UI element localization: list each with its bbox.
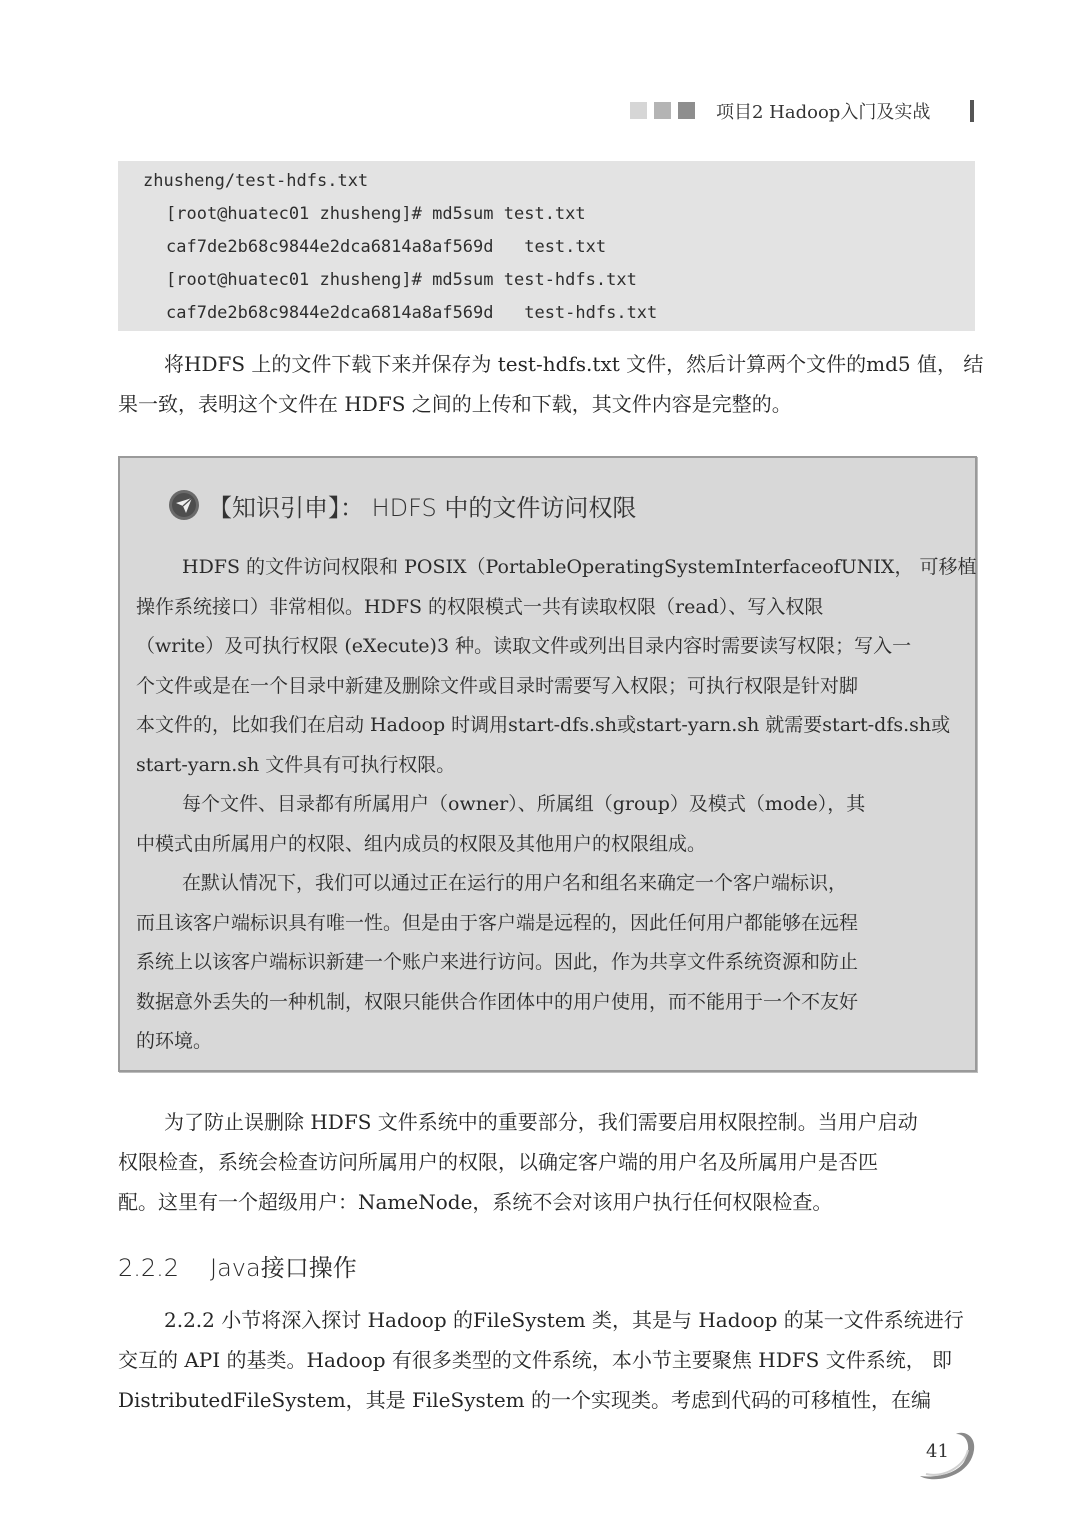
code-line: [root@huatec01 zhusheng]# md5sum test.txt [166, 204, 586, 224]
text-line: 权限检查，系统会检查访问所属用户的权限，以确定客户端的用户名及所属用户是否匹 [118, 1150, 878, 1174]
text-line: （write）及可执行权限 (eXecute)3 种。读取文件或列出目录内容时需要读写权限；写入一 [136, 635, 912, 657]
text-line: 个文件或是在一个目录中新建及删除文件或目录时需要写入权限；可执行权限是针对脚 [136, 674, 859, 697]
text-line: 交互的 API 的基类。Hadoop 有很多类型的文件系统，本小节主要聚焦 HDFS 文件系统， 即 [118, 1348, 953, 1372]
text-line: 操作系统接口）非常相似。HDFS 的权限模式一共有读取权限（read）、写入权限 [136, 595, 824, 618]
code-line: caf7de2b68c9844e2dca6814a8af569d test.txt [166, 237, 607, 257]
header-title: 项目2 Hadoop入门及实战 [716, 102, 931, 123]
header-bar [970, 100, 974, 122]
header-square-light [630, 102, 647, 119]
text-line: 将HDFS 上的文件下载下来并保存为 test-hdfs.txt 文件，然后计算两个文件的md5 值， 结 [164, 352, 984, 376]
text-line: 在默认情况下，我们可以通过正在运行的用户名和组名来确定一个客户端标识， [182, 872, 848, 894]
text-line: 果一致，表明这个文件在 HDFS 之间的上传和下载，其文件内容是完整的。 [118, 392, 792, 416]
text-line: start-yarn.sh 文件具有可执行权限。 [136, 753, 456, 776]
text-line: 2.2.2 小节将深入探讨 Hadoop 的FileSystem 类，其是与 Hadoop 的某一文件系统进行 [164, 1308, 964, 1332]
code-block [118, 161, 975, 331]
text-line: HDFS 的文件访问权限和 POSIX（PortableOperatingSystemInterfaceofUNIX， 可移植 [182, 556, 977, 578]
text-line: 中模式由所属用户的权限、组内成员的权限及其他用户的权限组成。 [136, 832, 707, 855]
section-number: 2.2.2 [118, 1254, 180, 1282]
paragraph-permission-check [118, 1102, 918, 1222]
text-line: 系统上以该客户端标识新建一个账户来进行访问。因此，作为共享文件系统资源和防止 [136, 951, 859, 973]
section-heading [118, 1248, 357, 1283]
knowledge-paragraph-1 [136, 548, 977, 1062]
paragraph-md5-result [118, 344, 983, 424]
text-line: 本文件的，比如我们在启动 Hadoop 时调用start-dfs.sh或start-yarn.sh 就需要start-dfs.sh或 [136, 714, 951, 736]
header-square-dark [678, 102, 695, 119]
page-number: 41 [926, 1441, 949, 1462]
knowledge-title: 【知识引申】： HDFS 中的文件访问权限 [208, 494, 637, 522]
text-line: 为了防止误删除 HDFS 文件系统中的重要部分，我们需要启用权限控制。当用户启动 [164, 1110, 918, 1134]
section-title: Java接口操作 [210, 1254, 357, 1282]
paragraph-filesystem [118, 1300, 964, 1420]
code-line: [root@huatec01 zhusheng]# md5sum test-hdfs.txt [166, 270, 637, 290]
paper-plane-icon [168, 489, 200, 521]
text-line: 配。这里有一个超级用户：NameNode，系统不会对该用户执行任何权限检查。 [118, 1190, 833, 1214]
text-line: 每个文件、目录都有所属用户（owner）、所属组（group）及模式（mode），其 [182, 793, 866, 815]
text-line: 的环境。 [136, 1030, 213, 1052]
text-line: 数据意外丢失的一种机制，权限只能供合作团体中的用户使用，而不能用于一个不友好 [136, 990, 859, 1013]
running-header [630, 96, 980, 126]
header-square-medium [654, 102, 671, 119]
code-line: caf7de2b68c9844e2dca6814a8af569d test-hdfs.txt [166, 303, 658, 323]
text-line: 而且该客户端标识具有唯一性。但是由于客户端是远程的，因此任何用户都能够在远程 [136, 911, 859, 934]
code-line: zhusheng/test-hdfs.txt [143, 171, 369, 191]
text-line: DistributedFileSystem，其是 FileSystem 的一个实现类。考虑到代码的可移植性，在编 [118, 1388, 931, 1412]
